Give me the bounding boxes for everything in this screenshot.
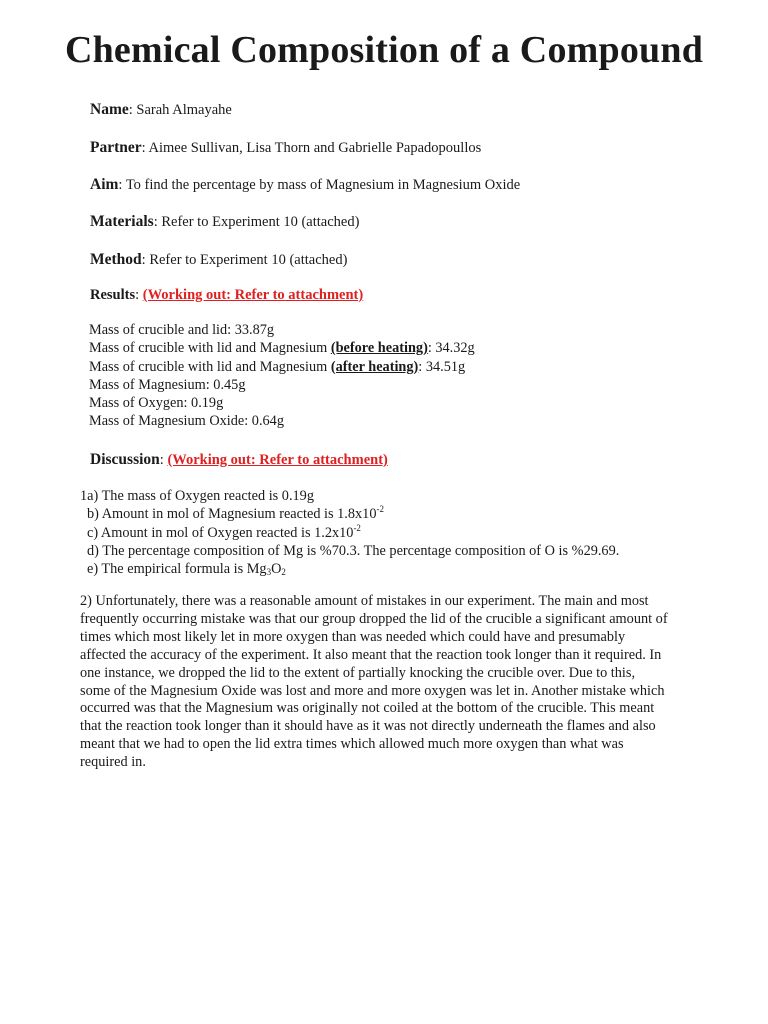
results-heading: [90, 287, 363, 304]
partner-field: [90, 139, 481, 157]
materials-field: [90, 213, 359, 231]
aim-value: : To find the percentage by mass of Magnesium in Magnesium Oxide: [118, 177, 521, 193]
answer-b-text: b) Amount in mol of Magnesium reacted is 1.8x10: [87, 506, 377, 523]
discussion-answers: [80, 487, 619, 578]
discussion-attachment-note: (Working out: Refer to attachment): [167, 452, 388, 468]
result-line: [89, 358, 475, 376]
answer-c-text: c) Amount in mol of Oxygen reacted is 1.2x10: [87, 524, 354, 541]
method-label: Method: [90, 251, 142, 268]
partner-label: Partner: [90, 139, 142, 156]
answer-e-text: e) The empirical formula is Mg: [87, 561, 267, 578]
aim-label: Aim: [90, 176, 119, 193]
method-field: [90, 251, 347, 269]
result-value: : 34.32g: [427, 340, 475, 357]
page-title: Chemical Composition of a Compound: [64, 29, 704, 71]
results-list: [89, 321, 475, 431]
result-text: Mass of crucible with lid and Magnesium: [89, 358, 331, 375]
result-value: : 34.51g: [418, 358, 466, 375]
answer-e-oxygen: O: [271, 561, 282, 578]
materials-value: : Refer to Experiment 10 (attached): [153, 214, 360, 230]
answer-b-exponent: -2: [376, 504, 384, 515]
answer-c-exponent: -2: [353, 522, 361, 533]
method-value: : Refer to Experiment 10 (attached): [141, 252, 348, 268]
result-line: Mass of Magnesium: 0.45g: [89, 376, 246, 393]
materials-label: Materials: [90, 213, 154, 230]
name-label: Name: [90, 101, 129, 118]
results-label: Results: [90, 287, 136, 303]
answer-e-subscript-mg: 3: [266, 567, 272, 578]
answer-a: 1a) The mass of Oxygen reacted is 0.19g: [80, 488, 314, 504]
answer-e: [80, 560, 619, 578]
result-emphasis: (after heating): [330, 358, 419, 375]
results-separator: :: [135, 287, 143, 303]
answer-e-subscript-o: 2: [281, 567, 286, 578]
discussion-heading: [90, 451, 388, 469]
discussion-label: Discussion: [90, 451, 160, 468]
result-line: Mass of Oxygen: 0.19g: [89, 395, 224, 412]
result-line: Mass of crucible and lid: 33.87g: [89, 322, 275, 338]
answer-b: [80, 505, 619, 523]
discussion-paragraph: 2) Unfortunately, there was a reasonable amount of mistakes in our experiment. The main and most frequently occurring mistake was that our group dropped the lid of the crucible a significant amount of times which most likely let in more oxygen than was needed which could have and presumably affected the accuracy of the experiment. It also meant that the reaction took longer than it required. In one instance, we dropped the lid to the extent of partially knocking the crucible over. Due to this, some of the Magnesium Oxide was lost and more and more oxygen was let in. Another mistake which occurred was that the Magnesium was originally not coiled at the bottom of the crucible. This meant that the reaction took longer than it should have as it was not directly underneath the flames and also meant that we had to open the lid extra times which allowed much more oxygen than what was required in.: [80, 593, 668, 771]
aim-field: [90, 176, 520, 194]
name-field: [90, 101, 232, 119]
results-attachment-note: (Working out: Refer to attachment): [142, 287, 364, 303]
discussion-separator: :: [159, 452, 168, 468]
result-text: Mass of crucible with lid and Magnesium: [89, 340, 331, 357]
answer-d: d) The percentage composition of Mg is %70.3. The percentage composition of O is %29.69.: [87, 542, 620, 559]
partner-value: : Aimee Sullivan, Lisa Thorn and Gabrielle Papadopoullos: [141, 140, 482, 156]
result-emphasis: (before heating): [330, 340, 428, 357]
name-value: : Sarah Almayahe: [128, 102, 232, 118]
answer-c: [80, 524, 619, 542]
result-line: Mass of Magnesium Oxide: 0.64g: [89, 413, 284, 430]
result-line: [89, 339, 475, 357]
